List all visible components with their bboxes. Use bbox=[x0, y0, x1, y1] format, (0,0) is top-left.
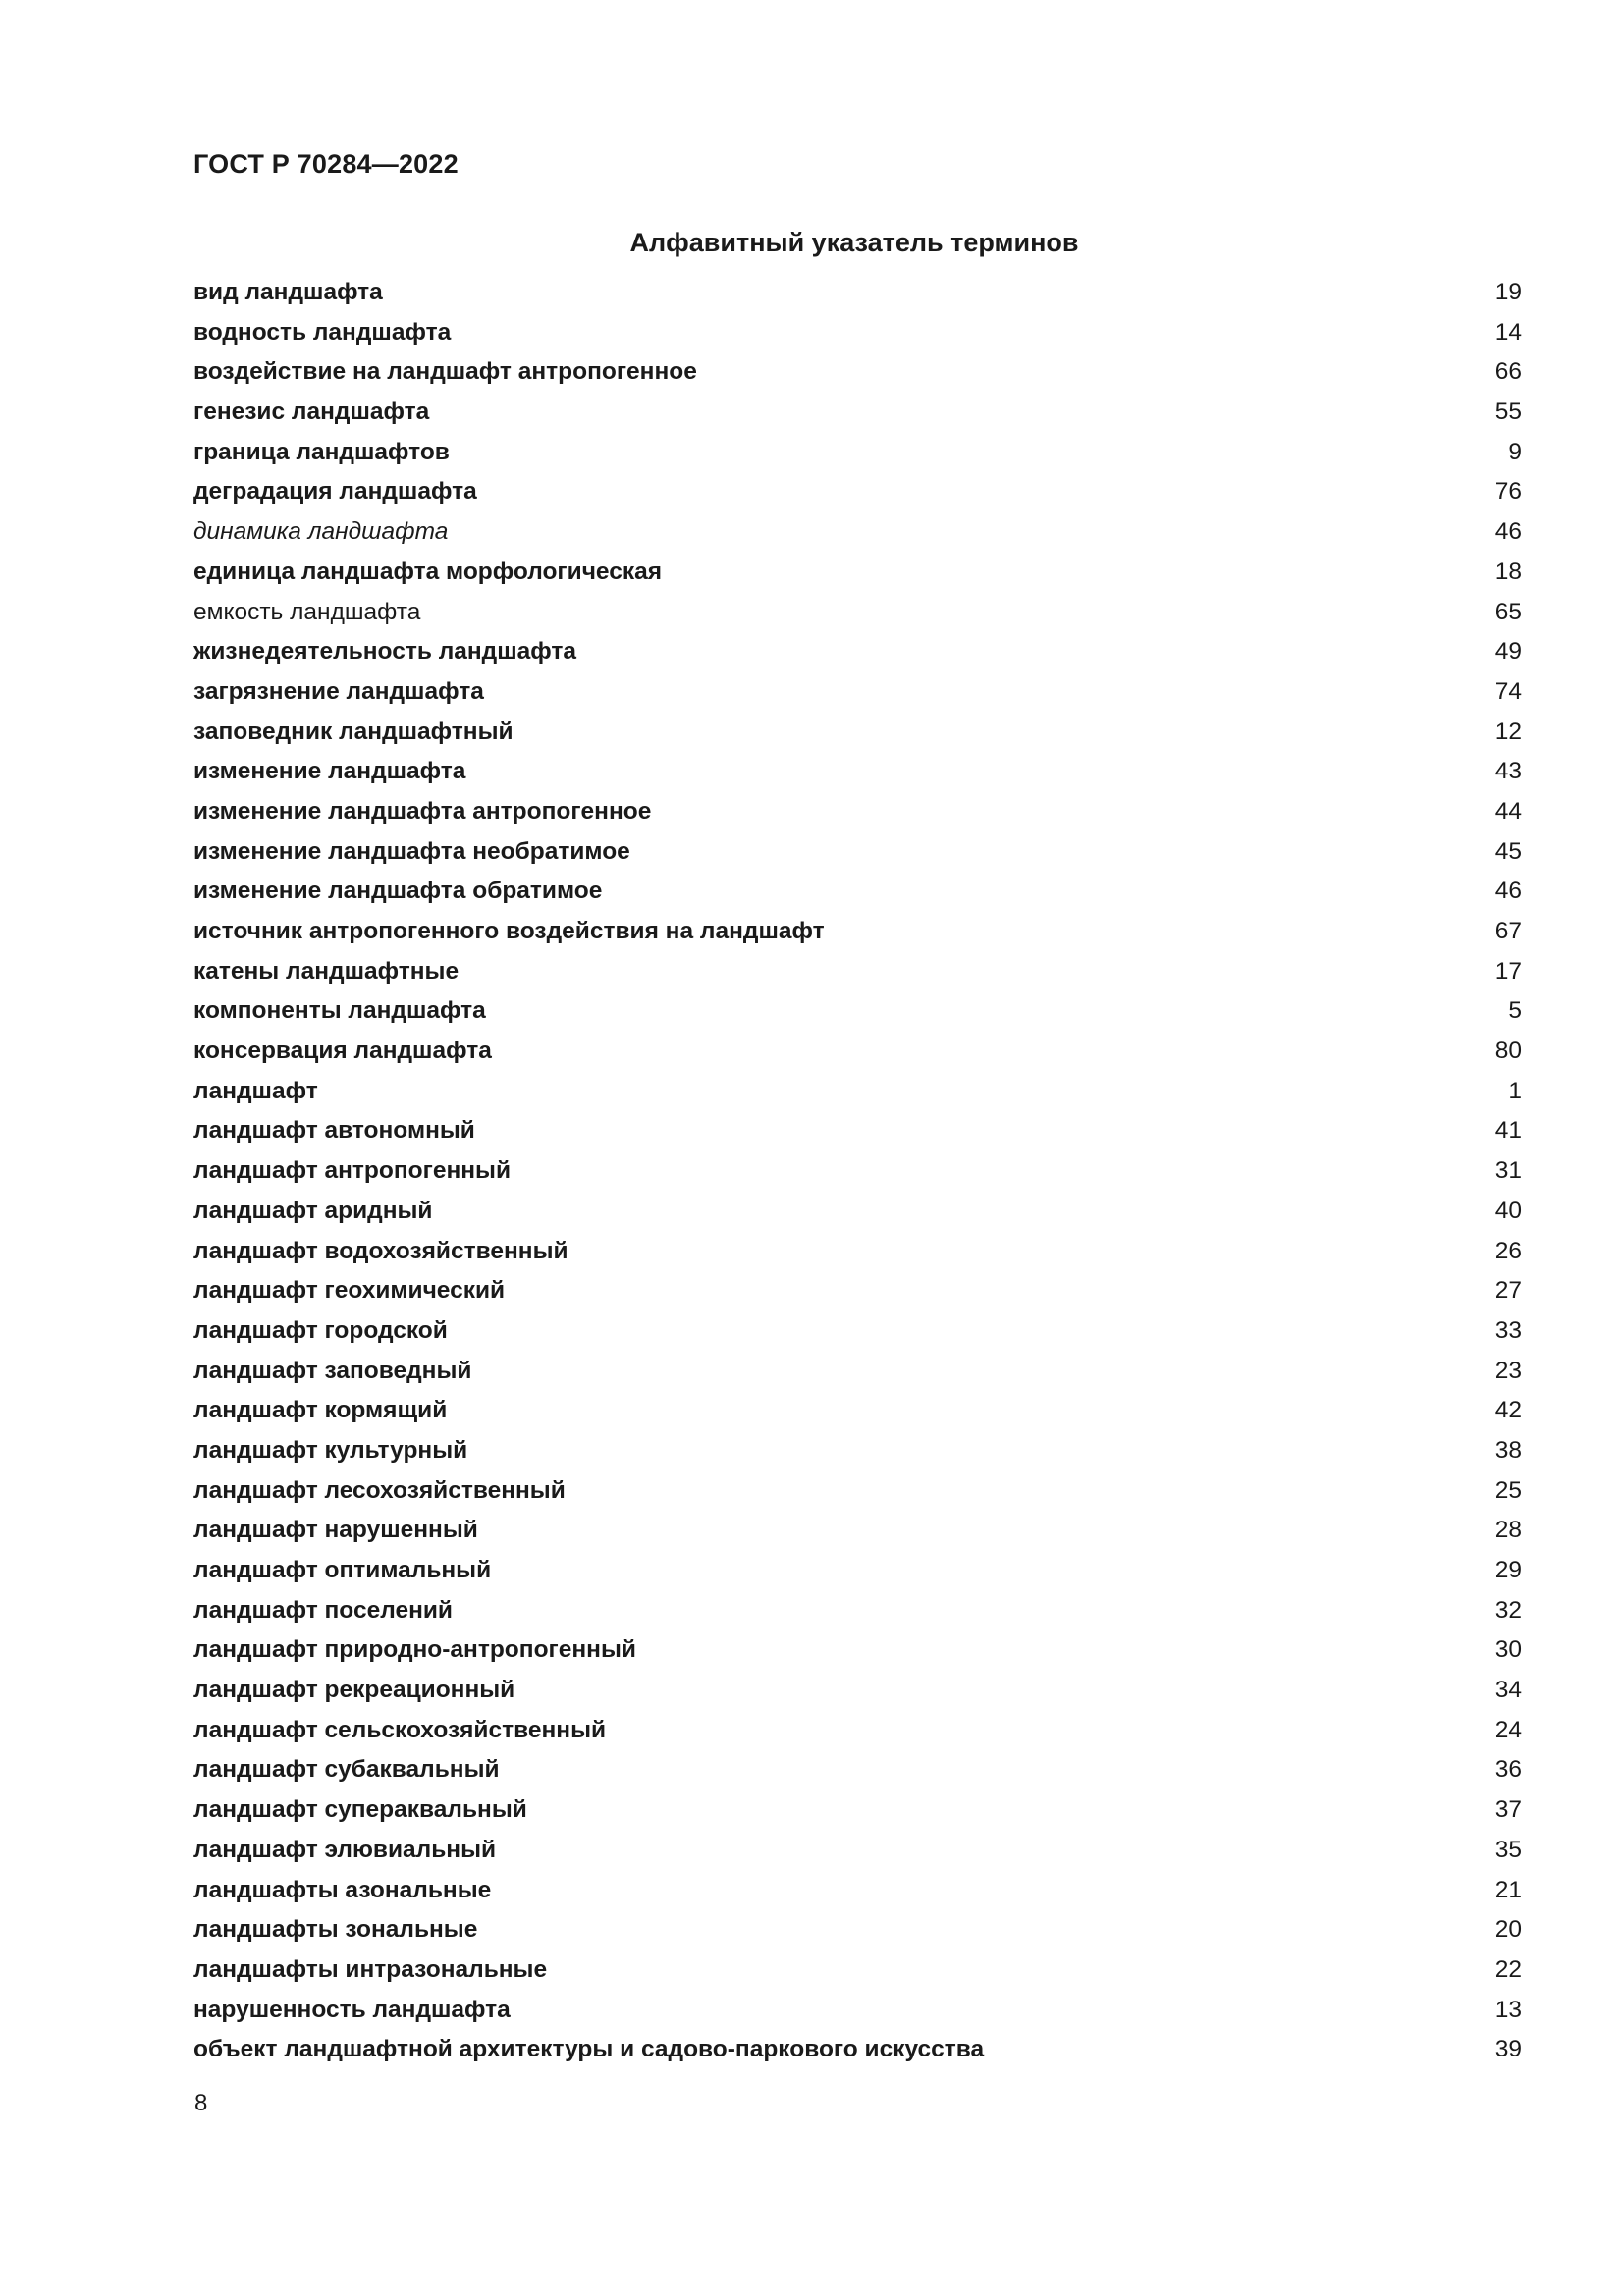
index-term: воздействие на ландшафт антропогенное bbox=[193, 358, 697, 386]
index-entry bbox=[193, 1831, 1522, 1871]
index-page-ref: 41 bbox=[1494, 1117, 1522, 1145]
index-page-ref: 55 bbox=[1494, 399, 1522, 426]
index-entry bbox=[193, 1192, 1522, 1232]
index-entry bbox=[193, 1671, 1522, 1711]
index-entry bbox=[193, 912, 1522, 952]
index-entry bbox=[193, 393, 1522, 433]
index-entry bbox=[193, 1111, 1522, 1151]
index-page-ref: 34 bbox=[1494, 1677, 1522, 1704]
index-entry bbox=[193, 1991, 1522, 2031]
index-entry bbox=[193, 1311, 1522, 1352]
index-term: катены ландшафтные bbox=[193, 957, 460, 985]
index-entry bbox=[193, 273, 1522, 313]
index-page-ref: 38 bbox=[1494, 1436, 1522, 1464]
index-term: ландшафт природно-антропогенный bbox=[193, 1636, 636, 1664]
index-term: ландшафт bbox=[193, 1077, 318, 1104]
index-page-ref: 36 bbox=[1494, 1756, 1522, 1784]
index-page-ref: 37 bbox=[1494, 1796, 1522, 1824]
index-page-ref: 46 bbox=[1494, 518, 1522, 546]
index-entry bbox=[193, 1630, 1522, 1671]
index-page-ref: 30 bbox=[1494, 1636, 1522, 1664]
index-entry bbox=[193, 433, 1522, 473]
index-term: нарушенность ландшафта bbox=[193, 1996, 511, 2023]
index-entry bbox=[193, 1072, 1522, 1112]
index-term: деградация ландшафта bbox=[193, 478, 477, 506]
index-page-ref: 25 bbox=[1494, 1476, 1522, 1504]
index-term: изменение ландшафта bbox=[193, 758, 466, 785]
index-term: ландшафт оптимальный bbox=[193, 1557, 492, 1583]
index-page-ref: 27 bbox=[1494, 1277, 1522, 1305]
index-page-ref: 65 bbox=[1494, 598, 1522, 625]
index-entry bbox=[193, 593, 1522, 633]
index-page-ref: 49 bbox=[1494, 638, 1522, 666]
index-title: Алфавитный указатель терминов bbox=[629, 228, 1079, 257]
index-page-ref: 31 bbox=[1494, 1157, 1522, 1185]
index-page-ref: 40 bbox=[1494, 1197, 1522, 1224]
index-term: жизнедеятельность ландшафта bbox=[193, 638, 577, 666]
index-entry bbox=[193, 632, 1522, 672]
index-term: ландшафт субаквальный bbox=[193, 1756, 500, 1784]
index-page-ref: 46 bbox=[1494, 878, 1522, 905]
index-page-ref: 29 bbox=[1494, 1557, 1522, 1583]
index-term: консервация ландшафта bbox=[193, 1038, 492, 1065]
index-page-ref: 5 bbox=[1508, 997, 1522, 1025]
index-entry bbox=[193, 1151, 1522, 1192]
index-term: изменение ландшафта обратимое bbox=[193, 878, 603, 905]
index-entry bbox=[193, 1232, 1522, 1272]
index-term: источник антропогенного воздействия на ландшафт bbox=[193, 918, 825, 944]
index-entry bbox=[193, 832, 1522, 873]
index-term: ландшафт лесохозяйственный bbox=[193, 1476, 566, 1504]
index-entry bbox=[193, 792, 1522, 832]
index-page-ref: 17 bbox=[1494, 957, 1522, 985]
index-page-ref: 14 bbox=[1494, 318, 1522, 346]
index-term: водность ландшафта bbox=[193, 318, 452, 346]
index-term: загрязнение ландшафта bbox=[193, 677, 484, 705]
index-term: ландшафт кормящий bbox=[193, 1397, 448, 1424]
index-entry bbox=[193, 991, 1522, 1032]
term-index-list bbox=[193, 273, 1522, 2070]
index-term: ландшафт водохозяйственный bbox=[193, 1237, 568, 1264]
index-page-ref: 76 bbox=[1494, 478, 1522, 506]
index-entry bbox=[193, 1790, 1522, 1831]
index-term: ландшафт аридный bbox=[193, 1197, 433, 1224]
index-term: ландшафт сельскохозяйственный bbox=[193, 1716, 607, 1743]
index-page-ref: 39 bbox=[1494, 2036, 1522, 2063]
index-entry bbox=[193, 713, 1522, 753]
index-page-ref: 24 bbox=[1494, 1716, 1522, 1743]
index-entry bbox=[193, 1910, 1522, 1950]
index-term: ландшафт элювиальный bbox=[193, 1836, 497, 1863]
index-term: емкость ландшафта bbox=[193, 598, 421, 625]
index-entry bbox=[193, 352, 1522, 393]
index-term: ландшафты зональные bbox=[193, 1916, 478, 1944]
index-page-ref: 43 bbox=[1494, 758, 1522, 785]
index-term: динамика ландшафта bbox=[193, 518, 449, 546]
index-page-ref: 20 bbox=[1494, 1916, 1522, 1944]
index-entry bbox=[193, 553, 1522, 593]
index-term: граница ландшафтов bbox=[193, 438, 450, 465]
index-page-ref: 74 bbox=[1494, 677, 1522, 705]
index-entry bbox=[193, 1551, 1522, 1591]
index-page-ref: 18 bbox=[1494, 558, 1522, 585]
index-page-ref: 44 bbox=[1494, 797, 1522, 825]
index-page-ref: 19 bbox=[1494, 279, 1522, 305]
index-page-ref: 22 bbox=[1494, 1955, 1522, 1983]
index-entry bbox=[193, 2030, 1522, 2070]
index-entry bbox=[193, 1750, 1522, 1790]
index-entry bbox=[193, 872, 1522, 912]
index-page-ref: 1 bbox=[1508, 1077, 1522, 1104]
index-entry bbox=[193, 1471, 1522, 1512]
index-term: компоненты ландшафта bbox=[193, 997, 486, 1025]
index-term: ландшафт культурный bbox=[193, 1436, 468, 1464]
index-entry bbox=[193, 313, 1522, 353]
index-page-ref: 80 bbox=[1494, 1038, 1522, 1065]
index-entry bbox=[193, 1711, 1522, 1751]
index-page-ref: 32 bbox=[1494, 1596, 1522, 1624]
index-term: ландшафт антропогенный bbox=[193, 1157, 512, 1185]
index-term: вид ландшафта bbox=[193, 279, 383, 305]
index-page-ref: 13 bbox=[1494, 1996, 1522, 2023]
index-page-ref: 67 bbox=[1494, 918, 1522, 944]
index-term: объект ландшафтной архитектуры и садово-паркового искусства bbox=[193, 2036, 985, 2063]
index-term: ландшафт геохимический bbox=[193, 1277, 506, 1305]
index-entry bbox=[193, 1871, 1522, 1911]
index-entry bbox=[193, 472, 1522, 512]
index-term: ландшафт рекреационный bbox=[193, 1677, 515, 1704]
index-page-ref: 21 bbox=[1494, 1876, 1522, 1903]
index-entry bbox=[193, 672, 1522, 713]
index-entry bbox=[193, 1391, 1522, 1431]
index-page-ref: 35 bbox=[1494, 1836, 1522, 1863]
index-entry bbox=[193, 1591, 1522, 1631]
index-term: ландшафт поселений bbox=[193, 1596, 453, 1624]
index-entry bbox=[193, 1431, 1522, 1471]
index-term: ландшафты интразональные bbox=[193, 1955, 548, 1983]
index-page-ref: 26 bbox=[1494, 1237, 1522, 1264]
index-entry bbox=[193, 1352, 1522, 1392]
index-page-ref: 33 bbox=[1494, 1316, 1522, 1344]
index-term: ландшафт нарушенный bbox=[193, 1517, 478, 1544]
index-page-ref: 45 bbox=[1494, 837, 1522, 865]
page-number: 8 bbox=[194, 2090, 208, 2116]
index-entry bbox=[193, 1032, 1522, 1072]
index-page-ref: 42 bbox=[1494, 1397, 1522, 1424]
index-term: изменение ландшафта необратимое bbox=[193, 837, 630, 865]
index-term: изменение ландшафта антропогенное bbox=[193, 797, 652, 825]
index-term: ландшафт городской bbox=[193, 1316, 448, 1344]
index-term: генезис ландшафта bbox=[193, 399, 430, 426]
index-term: ландшафт супераквальный bbox=[193, 1796, 527, 1824]
index-term: ландшафт заповедный bbox=[193, 1357, 472, 1384]
index-page-ref: 66 bbox=[1494, 358, 1522, 386]
index-term: единица ландшафта морфологическая bbox=[193, 558, 663, 585]
index-page-ref: 12 bbox=[1494, 718, 1522, 745]
document-code: ГОСТ Р 70284—2022 bbox=[193, 149, 459, 179]
index-term: ландшафт автономный bbox=[193, 1117, 475, 1145]
index-term: ландшафты азональные bbox=[193, 1876, 492, 1903]
index-entry bbox=[193, 1271, 1522, 1311]
index-page-ref: 9 bbox=[1508, 438, 1522, 465]
index-entry bbox=[193, 1950, 1522, 1991]
index-page-ref: 28 bbox=[1494, 1517, 1522, 1544]
index-entry bbox=[193, 512, 1522, 553]
index-term: заповедник ландшафтный bbox=[193, 718, 514, 745]
index-entry bbox=[193, 1511, 1522, 1551]
index-entry bbox=[193, 952, 1522, 992]
index-entry bbox=[193, 752, 1522, 792]
index-page-ref: 23 bbox=[1494, 1357, 1522, 1384]
